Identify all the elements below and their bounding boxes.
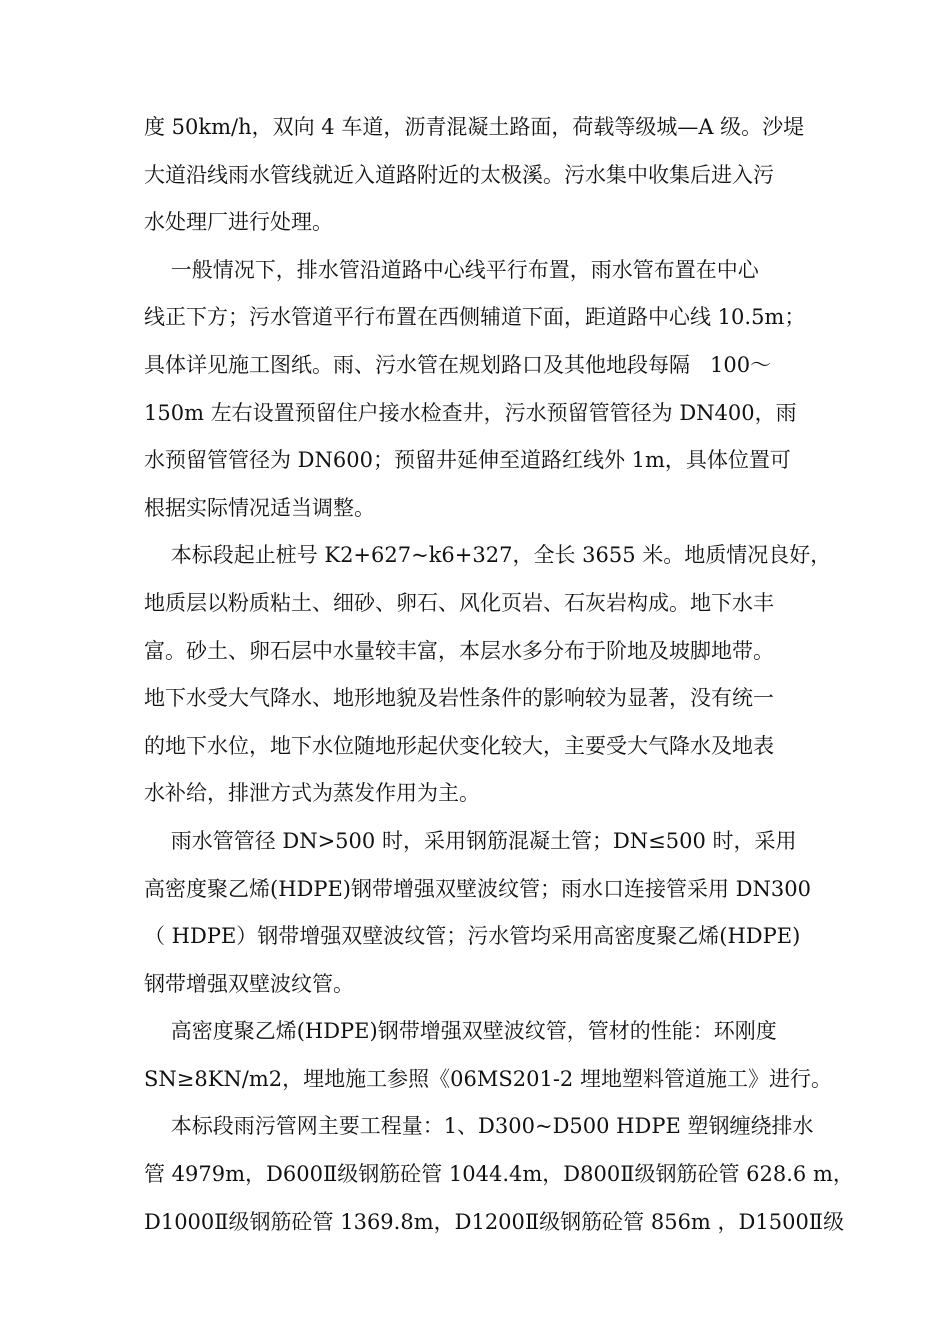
- text-line: D1000Ⅱ级钢筋砼管 1369.8m，D1200Ⅱ级钢筋砼管 856m ，D1500Ⅱ级: [144, 1209, 845, 1234]
- text-line: 富。砂土、卵石层中水量较丰富，本层水多分布于阶地及坡脚地带。: [144, 638, 774, 663]
- text-line: 一般情况下，排水管沿道路中心线平行布置，雨水管布置在中心: [144, 257, 759, 282]
- text-line: 本标段起止桩号 K2+627~k6+327，全长 3655 米。地质情况良好，: [144, 543, 832, 568]
- text-line: （ HDPE）钢带增强双壁波纹管；污水管均采用高密度聚乙烯(HDPE): [144, 924, 801, 949]
- text-line: SN≥8KN/m2，埋地施工参照《06MS201-2 埋地塑料管道施工》进行。: [144, 1066, 832, 1091]
- body-text: [144, 104, 854, 1246]
- text-line: 地质层以粉质粘土、细砂、卵石、风化页岩、石灰岩构成。地下水丰: [144, 590, 774, 615]
- text-line: 水预留管管径为 DN600；预留井延伸至道路红线外 1m，具体位置可: [144, 448, 791, 473]
- text-line: 高密度聚乙烯(HDPE)钢带增强双壁波纹管；雨水口连接管采用 DN300: [144, 876, 811, 901]
- text-line: 具体详见施工图纸。雨、污水管在规划路口及其他地段每隔 100～: [144, 352, 772, 377]
- text-line: 钢带增强双壁波纹管。: [144, 971, 354, 996]
- text-line: 大道沿线雨水管线就近入道路附近的太极溪。污水集中收集后进入污: [144, 162, 774, 187]
- text-line: 水补给，排泄方式为蒸发作用为主。: [144, 781, 480, 806]
- text-line: 雨水管管径 DN>500 时，采用钢筋混凝土管；DN≤500 时，采用: [144, 828, 797, 853]
- text-line: 度 50km/h，双向 4 车道，沥青混凝土路面，荷载等级城—A 级。沙堤: [144, 115, 805, 139]
- text-line: 高密度聚乙烯(HDPE)钢带增强双壁波纹管，管材的性能：环刚度: [144, 1019, 777, 1044]
- text-line: 线正下方；污水管道平行布置在西侧辅道下面，距道路中心线 10.5m；: [144, 305, 806, 330]
- text-line: 根据实际情况适当调整。: [144, 495, 375, 520]
- text-line: 的地下水位，地下水位随地形起伏变化较大，主要受大气降水及地表: [144, 733, 774, 758]
- text-line: 地下水受大气降水、地形地貌及岩性条件的影响较为显著，没有统一: [144, 686, 774, 711]
- text-line: 本标段雨污管网主要工程量：1、D300~D500 HDPE 塑钢缠绕排水: [144, 1114, 814, 1139]
- text-line: 水处理厂进行处理。: [144, 210, 333, 235]
- text-line: 管 4979m，D600Ⅱ级钢筋砼管 1044.4m，D800Ⅱ级钢筋砼管 628.6 m，: [144, 1162, 854, 1187]
- text-line: 150m 左右设置预留住户接水检查井，污水预留管管径为 DN400，雨: [144, 400, 797, 425]
